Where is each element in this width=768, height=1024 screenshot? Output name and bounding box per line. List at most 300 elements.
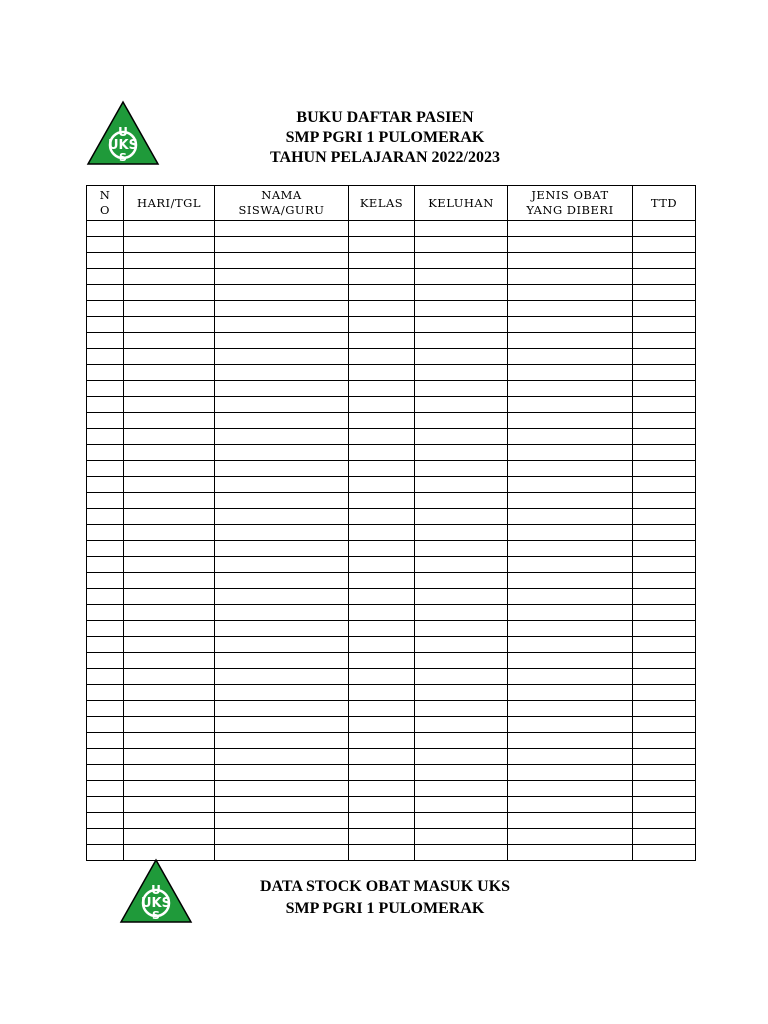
column-header-name: NAMA SISWA/GURU: [215, 186, 349, 221]
column-header-signature: TTD: [633, 186, 696, 221]
table-cell: [508, 845, 633, 861]
table-row: [87, 733, 696, 749]
table-cell: [508, 253, 633, 269]
table-cell: [633, 765, 696, 781]
table-cell: [87, 413, 124, 429]
table-cell: [349, 509, 415, 525]
table-cell: [633, 829, 696, 845]
table-cell: [633, 365, 696, 381]
table-cell: [633, 701, 696, 717]
table-cell: [87, 381, 124, 397]
table-row: [87, 573, 696, 589]
table-row: [87, 653, 696, 669]
table-cell: [124, 509, 215, 525]
table-cell: [633, 813, 696, 829]
table-cell: [633, 429, 696, 445]
table-cell: [633, 573, 696, 589]
table-cell: [215, 413, 349, 429]
table-cell: [633, 253, 696, 269]
table-cell: [633, 541, 696, 557]
table-cell: [349, 557, 415, 573]
table-row: [87, 541, 696, 557]
table-cell: [349, 589, 415, 605]
table-cell: [124, 381, 215, 397]
table-cell: [124, 589, 215, 605]
patient-register-table: [86, 185, 696, 861]
table-cell: [87, 397, 124, 413]
table-cell: [415, 493, 508, 509]
table-cell: [349, 285, 415, 301]
table-cell: [349, 605, 415, 621]
table-cell: [633, 381, 696, 397]
table-cell: [124, 397, 215, 413]
table-cell: [215, 365, 349, 381]
column-header-no: N O: [87, 186, 124, 221]
table-cell: [349, 365, 415, 381]
table-cell: [124, 717, 215, 733]
table-cell: [415, 445, 508, 461]
table-cell: [349, 765, 415, 781]
table-row: [87, 493, 696, 509]
table-cell: [633, 301, 696, 317]
table-row: [87, 813, 696, 829]
table-cell: [349, 797, 415, 813]
table-row: [87, 829, 696, 845]
table-cell: [87, 445, 124, 461]
table-cell: [415, 573, 508, 589]
table-cell: [415, 461, 508, 477]
table-cell: [508, 637, 633, 653]
table-cell: [349, 221, 415, 237]
table-cell: [87, 717, 124, 733]
table-cell: [415, 317, 508, 333]
table-cell: [508, 509, 633, 525]
table-row: [87, 397, 696, 413]
table-cell: [87, 621, 124, 637]
table-cell: [633, 637, 696, 653]
table-row: [87, 717, 696, 733]
table-cell: [215, 349, 349, 365]
table-cell: [124, 461, 215, 477]
table-cell: [215, 637, 349, 653]
table-cell: [349, 749, 415, 765]
table-cell: [124, 765, 215, 781]
table-cell: [87, 765, 124, 781]
logo-letters-mid: UKS: [108, 138, 138, 153]
table-cell: [87, 301, 124, 317]
table-cell: [215, 477, 349, 493]
table-cell: [124, 797, 215, 813]
table-cell: [215, 237, 349, 253]
table-cell: [215, 621, 349, 637]
table-cell: [87, 349, 124, 365]
table-cell: [124, 525, 215, 541]
table-cell: [508, 781, 633, 797]
table-cell: [508, 733, 633, 749]
table-cell: [124, 269, 215, 285]
table-row: [87, 749, 696, 765]
table-cell: [415, 253, 508, 269]
table-cell: [124, 221, 215, 237]
table-row: [87, 765, 696, 781]
table-cell: [508, 445, 633, 461]
table-cell: [87, 669, 124, 685]
table-cell: [633, 397, 696, 413]
table-cell: [215, 317, 349, 333]
table-cell: [87, 285, 124, 301]
table-cell: [633, 797, 696, 813]
table-cell: [215, 781, 349, 797]
table-cell: [124, 445, 215, 461]
table-cell: [349, 845, 415, 861]
table-cell: [215, 797, 349, 813]
table-cell: [508, 381, 633, 397]
table-cell: [215, 765, 349, 781]
table-cell: [349, 317, 415, 333]
table-row: [87, 301, 696, 317]
table-cell: [124, 429, 215, 445]
stock-title-line-1: DATA STOCK OBAT MASUK UKS: [259, 878, 511, 895]
table-cell: [349, 269, 415, 285]
table-row: [87, 509, 696, 525]
table-row: [87, 349, 696, 365]
table-cell: [508, 477, 633, 493]
table-cell: [349, 381, 415, 397]
title-line-1: BUKU DAFTAR PASIEN: [296, 109, 474, 126]
table-cell: [215, 589, 349, 605]
table-cell: [633, 317, 696, 333]
table-cell: [124, 317, 215, 333]
table-cell: [508, 829, 633, 845]
table-cell: [508, 221, 633, 237]
table-cell: [124, 253, 215, 269]
table-cell: [633, 717, 696, 733]
table-cell: [508, 429, 633, 445]
table-cell: [87, 477, 124, 493]
table-cell: [124, 669, 215, 685]
table-cell: [87, 221, 124, 237]
table-row: [87, 237, 696, 253]
table-cell: [215, 749, 349, 765]
table-row: [87, 669, 696, 685]
table-cell: [415, 765, 508, 781]
table-cell: [124, 573, 215, 589]
table-cell: [508, 541, 633, 557]
table-cell: [215, 269, 349, 285]
table-cell: [415, 637, 508, 653]
table-row: [87, 589, 696, 605]
table-cell: [415, 509, 508, 525]
table-cell: [124, 621, 215, 637]
table-row: [87, 621, 696, 637]
table-cell: [124, 413, 215, 429]
table-cell: [215, 557, 349, 573]
table-cell: [349, 717, 415, 733]
table-cell: [415, 749, 508, 765]
table-cell: [349, 253, 415, 269]
table-row: [87, 381, 696, 397]
table-cell: [349, 829, 415, 845]
table-cell: [87, 237, 124, 253]
table-cell: [215, 285, 349, 301]
table-cell: [633, 333, 696, 349]
table-cell: [349, 685, 415, 701]
table-cell: [349, 637, 415, 653]
table-cell: [415, 829, 508, 845]
table-cell: [349, 573, 415, 589]
table-cell: [349, 333, 415, 349]
table-cell: [415, 685, 508, 701]
table-cell: [124, 541, 215, 557]
table-cell: [215, 685, 349, 701]
logo-letter-top: U: [151, 883, 161, 897]
table-cell: [415, 269, 508, 285]
table-cell: [415, 349, 508, 365]
table-cell: [349, 541, 415, 557]
table-cell: [215, 701, 349, 717]
table-row: [87, 285, 696, 301]
table-cell: [508, 573, 633, 589]
table-cell: [87, 701, 124, 717]
column-header-class: KELAS: [349, 186, 415, 221]
table-cell: [349, 813, 415, 829]
table-cell: [633, 653, 696, 669]
table-cell: [87, 253, 124, 269]
table-cell: [508, 605, 633, 621]
table-cell: [124, 493, 215, 509]
table-cell: [508, 317, 633, 333]
table-cell: [508, 749, 633, 765]
table-cell: [633, 349, 696, 365]
table-cell: [415, 397, 508, 413]
column-header-medicine: JENIS OBAT YANG DIBERI: [508, 186, 633, 221]
table-cell: [349, 653, 415, 669]
table-cell: [633, 269, 696, 285]
table-cell: [215, 333, 349, 349]
table-cell: [87, 653, 124, 669]
logo-letter-top: U: [118, 125, 128, 139]
table-cell: [87, 685, 124, 701]
table-cell: [508, 285, 633, 301]
table-cell: [415, 429, 508, 445]
table-cell: [508, 621, 633, 637]
table-cell: [87, 829, 124, 845]
table-cell: [508, 685, 633, 701]
table-cell: [415, 813, 508, 829]
table-cell: [124, 637, 215, 653]
table-cell: [87, 317, 124, 333]
table-cell: [87, 605, 124, 621]
table-cell: [415, 605, 508, 621]
table-cell: [508, 237, 633, 253]
table-cell: [87, 797, 124, 813]
table-cell: [415, 413, 508, 429]
table-cell: [508, 717, 633, 733]
stock-title-line-2: SMP PGRI 1 PULOMERAK: [285, 900, 485, 917]
table-cell: [215, 493, 349, 509]
table-row: [87, 461, 696, 477]
table-cell: [633, 221, 696, 237]
table-row: [87, 557, 696, 573]
table-row: [87, 605, 696, 621]
table-cell: [508, 301, 633, 317]
table-cell: [633, 461, 696, 477]
table-cell: [508, 765, 633, 781]
table-cell: [124, 557, 215, 573]
table-cell: [349, 413, 415, 429]
table-cell: [215, 541, 349, 557]
table-cell: [349, 669, 415, 685]
table-cell: [508, 669, 633, 685]
table-cell: [124, 685, 215, 701]
table-cell: [349, 429, 415, 445]
table-cell: [215, 301, 349, 317]
table-cell: [215, 813, 349, 829]
title-line-3: TAHUN PELAJARAN 2022/2023: [270, 149, 500, 166]
table-cell: [87, 365, 124, 381]
table-cell: [349, 477, 415, 493]
table-cell: [633, 525, 696, 541]
table-cell: [124, 237, 215, 253]
table-cell: [87, 845, 124, 861]
table-row: [87, 253, 696, 269]
table-cell: [215, 381, 349, 397]
logo-letter-bottom: S: [152, 909, 160, 922]
stock-section-title: [200, 876, 570, 920]
table-cell: [87, 493, 124, 509]
table-row: [87, 701, 696, 717]
table-cell: [215, 669, 349, 685]
table-cell: [508, 557, 633, 573]
table-cell: [633, 733, 696, 749]
table-cell: [215, 653, 349, 669]
table-cell: [415, 717, 508, 733]
table-cell: [215, 461, 349, 477]
table-cell: [215, 253, 349, 269]
table-cell: [415, 237, 508, 253]
table-row: [87, 221, 696, 237]
table-cell: [633, 445, 696, 461]
table-cell: [633, 685, 696, 701]
table-cell: [633, 413, 696, 429]
table-cell: [415, 733, 508, 749]
table-cell: [633, 509, 696, 525]
table-cell: [508, 365, 633, 381]
table-cell: [124, 781, 215, 797]
table-cell: [415, 365, 508, 381]
table-row: [87, 797, 696, 813]
table-row: [87, 477, 696, 493]
table-row: [87, 429, 696, 445]
table-cell: [87, 333, 124, 349]
table-cell: [124, 749, 215, 765]
table-cell: [508, 269, 633, 285]
table-cell: [415, 669, 508, 685]
table-cell: [215, 845, 349, 861]
table-cell: [349, 445, 415, 461]
table-cell: [87, 813, 124, 829]
table-cell: [349, 461, 415, 477]
table-row: [87, 781, 696, 797]
table-header-row: [87, 186, 696, 221]
table-cell: [87, 733, 124, 749]
table-cell: [124, 333, 215, 349]
table-cell: [415, 621, 508, 637]
table-cell: [349, 237, 415, 253]
table-cell: [508, 461, 633, 477]
table-cell: [508, 589, 633, 605]
table-cell: [87, 461, 124, 477]
table-cell: [508, 653, 633, 669]
table-cell: [124, 733, 215, 749]
table-cell: [215, 733, 349, 749]
table-cell: [415, 797, 508, 813]
table-cell: [124, 829, 215, 845]
table-cell: [415, 589, 508, 605]
table-cell: [87, 541, 124, 557]
uks-logo: [86, 100, 160, 166]
table-cell: [124, 365, 215, 381]
table-cell: [215, 573, 349, 589]
table-cell: [415, 221, 508, 237]
table-cell: [349, 621, 415, 637]
table-cell: [124, 653, 215, 669]
table-cell: [87, 781, 124, 797]
table-cell: [349, 781, 415, 797]
table-cell: [215, 397, 349, 413]
table-cell: [415, 781, 508, 797]
table-cell: [87, 637, 124, 653]
table-cell: [124, 285, 215, 301]
table-cell: [633, 781, 696, 797]
table-cell: [349, 701, 415, 717]
column-header-complaint: KELUHAN: [415, 186, 508, 221]
table-row: [87, 525, 696, 541]
table-cell: [87, 749, 124, 765]
table-cell: [349, 349, 415, 365]
uks-logo-footer: [119, 858, 193, 924]
table-cell: [349, 301, 415, 317]
table-cell: [215, 221, 349, 237]
table-cell: [633, 605, 696, 621]
table-row: [87, 333, 696, 349]
table-cell: [633, 845, 696, 861]
table-cell: [633, 589, 696, 605]
table-cell: [349, 493, 415, 509]
table-cell: [87, 525, 124, 541]
document-title: [200, 108, 570, 168]
table-cell: [633, 749, 696, 765]
table-row: [87, 413, 696, 429]
table-body: [87, 221, 696, 861]
table-cell: [633, 621, 696, 637]
table-cell: [633, 477, 696, 493]
table-cell: [215, 717, 349, 733]
table-cell: [215, 429, 349, 445]
table-cell: [87, 557, 124, 573]
table-cell: [124, 349, 215, 365]
table-cell: [415, 333, 508, 349]
table-row: [87, 685, 696, 701]
table-cell: [124, 813, 215, 829]
table-cell: [415, 845, 508, 861]
table-cell: [415, 285, 508, 301]
logo-letters-mid: UKS: [141, 896, 171, 911]
table-cell: [415, 653, 508, 669]
table-cell: [124, 605, 215, 621]
table-cell: [87, 509, 124, 525]
table-cell: [508, 797, 633, 813]
